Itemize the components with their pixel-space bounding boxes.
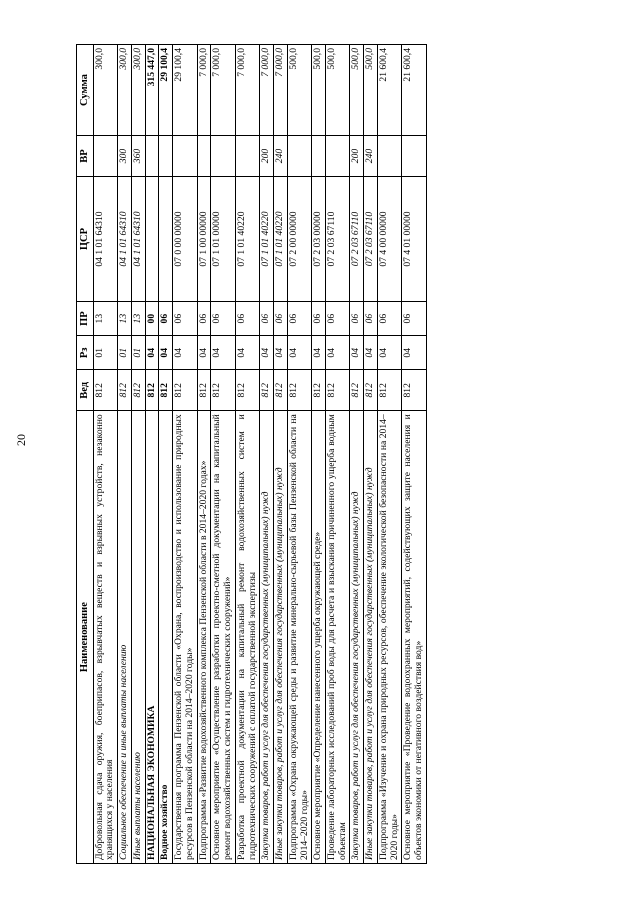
cell-pr: 06 xyxy=(173,302,197,336)
cell-pr: 13 xyxy=(131,302,145,336)
table-row xyxy=(260,45,274,864)
cell-csr: 07 2 03 67110 xyxy=(325,176,349,301)
cell-csr: 07 1 01 40220 xyxy=(260,176,274,301)
cell-sum: 500,0 xyxy=(364,45,378,136)
cell-csr xyxy=(159,176,173,301)
header-csr: ЦСР xyxy=(77,176,94,301)
cell-ved: 812 xyxy=(235,370,259,411)
cell-sum: 7 000,0 xyxy=(197,45,211,136)
cell-rz: 04 xyxy=(325,336,349,370)
table-row xyxy=(197,45,211,864)
cell-ved: 812 xyxy=(312,370,326,411)
table-row xyxy=(159,45,173,864)
cell-vr: 240 xyxy=(364,136,378,177)
cell-pr: 06 xyxy=(325,302,349,336)
rotated-page-content xyxy=(76,44,622,864)
cell-vr xyxy=(402,136,426,177)
cell-name: Добровольная сдача оружия, боеприпасов, взрывчатых веществ и взрывных устройств, незаконно хранящихся у населения xyxy=(93,411,117,864)
cell-vr xyxy=(145,136,159,177)
cell-ved: 812 xyxy=(93,370,117,411)
cell-ved: 812 xyxy=(260,370,274,411)
cell-name: Подпрограмма «Охрана окружающей среды и развитие минерально-сырьевой базы Пензенской области на 2014–2020 годы» xyxy=(287,411,311,864)
cell-sum: 7 000,0 xyxy=(260,45,274,136)
cell-csr: 07 2 03 67110 xyxy=(364,176,378,301)
cell-rz: 04 xyxy=(364,336,378,370)
table-row xyxy=(235,45,259,864)
cell-csr: 07 0 00 00000 xyxy=(173,176,197,301)
cell-name: Водное хозяйство xyxy=(159,411,173,864)
cell-csr: 04 1 01 64310 xyxy=(131,176,145,301)
cell-rz: 04 xyxy=(197,336,211,370)
cell-sum: 21 600,4 xyxy=(402,45,426,136)
cell-name: Основное мероприятие «Проведение водоохранных мероприятий, содействующих защите населения и объектов экономики от негативного воздействия вод» xyxy=(402,411,426,864)
cell-sum: 29 100,4 xyxy=(173,45,197,136)
cell-vr: 300 xyxy=(118,136,132,177)
cell-rz: 04 xyxy=(145,336,159,370)
cell-name: Проведение лабораторных исследований проб воды для расчета и взыскания причиненного ущерба водным объектам xyxy=(325,411,349,864)
cell-rz: 04 xyxy=(402,336,426,370)
cell-name: Закупка товаров, работ и услуг для обеспечения государственных (муниципальных) нужд xyxy=(260,411,274,864)
cell-name: Иные выплаты населению xyxy=(131,411,145,864)
cell-vr: 360 xyxy=(131,136,145,177)
cell-sum: 300,0 xyxy=(93,45,117,136)
cell-sum: 500,0 xyxy=(325,45,349,136)
cell-name: Социальное обеспечение и иные выплаты населению xyxy=(118,411,132,864)
cell-pr: 06 xyxy=(274,302,288,336)
cell-sum: 7 000,0 xyxy=(211,45,235,136)
cell-name: Основное мероприятие «Определение нанесенного ущерба окружающей среде» xyxy=(312,411,326,864)
cell-rz: 04 xyxy=(211,336,235,370)
cell-pr: 06 xyxy=(312,302,326,336)
cell-rz: 01 xyxy=(131,336,145,370)
cell-rz: 04 xyxy=(274,336,288,370)
cell-name: Основное мероприятие «Осуществление разработки проектно-сметной документации на капитальный ремонт водохозяйственных систем и гидротехнических сооружений» xyxy=(211,411,235,864)
table-body xyxy=(93,45,426,864)
table-row xyxy=(211,45,235,864)
cell-sum: 21 600,4 xyxy=(377,45,401,136)
cell-csr: 07 1 01 00000 xyxy=(211,176,235,301)
cell-sum: 29 100,4 xyxy=(159,45,173,136)
cell-vr xyxy=(159,136,173,177)
cell-rz: 04 xyxy=(173,336,197,370)
cell-vr xyxy=(287,136,311,177)
cell-csr xyxy=(145,176,159,301)
page-number: 20 xyxy=(14,434,28,446)
cell-pr: 06 xyxy=(197,302,211,336)
table-row xyxy=(131,45,145,864)
table-row xyxy=(93,45,117,864)
cell-csr: 07 4 00 00000 xyxy=(377,176,401,301)
table-row xyxy=(274,45,288,864)
cell-vr xyxy=(211,136,235,177)
table-row xyxy=(402,45,426,864)
cell-ved: 812 xyxy=(173,370,197,411)
table-row xyxy=(312,45,326,864)
cell-vr: 240 xyxy=(274,136,288,177)
cell-csr: 07 2 03 00000 xyxy=(312,176,326,301)
cell-ved: 812 xyxy=(131,370,145,411)
cell-name: Государственная программа Пензенской области «Охрана, воспроизводство и использование природных ресурсов в Пензенской области на 2014–2020 годы» xyxy=(173,411,197,864)
cell-pr: 06 xyxy=(350,302,364,336)
cell-vr xyxy=(235,136,259,177)
cell-sum: 500,0 xyxy=(312,45,326,136)
cell-sum: 500,0 xyxy=(287,45,311,136)
cell-pr: 06 xyxy=(287,302,311,336)
cell-csr: 04 1 01 64310 xyxy=(93,176,117,301)
cell-rz: 01 xyxy=(93,336,117,370)
table-row xyxy=(145,45,159,864)
cell-pr: 06 xyxy=(235,302,259,336)
table-row xyxy=(350,45,364,864)
cell-pr: 06 xyxy=(260,302,274,336)
header-name: Наименование xyxy=(77,411,94,864)
cell-csr: 07 4 01 00000 xyxy=(402,176,426,301)
cell-ved: 812 xyxy=(145,370,159,411)
cell-rz: 04 xyxy=(350,336,364,370)
cell-ved: 812 xyxy=(197,370,211,411)
cell-csr: 07 2 00 00000 xyxy=(287,176,311,301)
cell-sum: 300,0 xyxy=(118,45,132,136)
cell-rz: 04 xyxy=(235,336,259,370)
cell-name: Разработка проектной документации на капитальный ремонт водохозяйственных систем и гидротехнических сооружений с оплатой государственной экспертизы xyxy=(235,411,259,864)
cell-vr: 200 xyxy=(350,136,364,177)
cell-rz: 04 xyxy=(377,336,401,370)
cell-pr: 06 xyxy=(211,302,235,336)
cell-ved: 812 xyxy=(350,370,364,411)
cell-ved: 812 xyxy=(402,370,426,411)
cell-name: Подпрограмма «Развитие водохозяйственного комплекса Пензенской области в 2014–2020 годах» xyxy=(197,411,211,864)
cell-pr: 06 xyxy=(364,302,378,336)
header-sum: Сумма xyxy=(77,45,94,136)
table-row xyxy=(325,45,349,864)
cell-name: Подпрограмма «Изучение и охрана природных ресурсов, обеспечение экологической безопасности на 2014–2020 годы» xyxy=(377,411,401,864)
table-header-row xyxy=(77,45,94,864)
cell-rz: 04 xyxy=(260,336,274,370)
cell-pr: 13 xyxy=(93,302,117,336)
cell-vr xyxy=(325,136,349,177)
cell-ved: 812 xyxy=(364,370,378,411)
header-ved: Вед xyxy=(77,370,94,411)
cell-ved: 812 xyxy=(211,370,235,411)
cell-ved: 812 xyxy=(118,370,132,411)
cell-csr: 07 1 01 40220 xyxy=(274,176,288,301)
cell-name: НАЦИОНАЛЬНАЯ ЭКОНОМИКА xyxy=(145,411,159,864)
cell-pr: 06 xyxy=(377,302,401,336)
cell-sum: 7 000,0 xyxy=(235,45,259,136)
table-row xyxy=(364,45,378,864)
cell-sum: 315 447,0 xyxy=(145,45,159,136)
cell-pr: 13 xyxy=(118,302,132,336)
cell-rz: 04 xyxy=(312,336,326,370)
cell-sum: 7 000,0 xyxy=(274,45,288,136)
cell-rz: 04 xyxy=(287,336,311,370)
header-vr: ВР xyxy=(77,136,94,177)
cell-vr xyxy=(93,136,117,177)
table-row xyxy=(173,45,197,864)
cell-rz: 01 xyxy=(118,336,132,370)
cell-sum: 500,0 xyxy=(350,45,364,136)
cell-name: Иные закупки товаров, работ и услуг для обеспечения государственных (муниципальных) нужд xyxy=(274,411,288,864)
table-row xyxy=(377,45,401,864)
cell-sum: 300,0 xyxy=(131,45,145,136)
cell-vr xyxy=(377,136,401,177)
header-rz: Рз xyxy=(77,336,94,370)
table-row xyxy=(118,45,132,864)
cell-vr xyxy=(173,136,197,177)
cell-ved: 812 xyxy=(159,370,173,411)
cell-vr xyxy=(197,136,211,177)
table-row xyxy=(287,45,311,864)
cell-csr: 04 1 01 64310 xyxy=(118,176,132,301)
cell-pr: 06 xyxy=(402,302,426,336)
cell-vr xyxy=(312,136,326,177)
cell-csr: 07 1 01 40220 xyxy=(235,176,259,301)
cell-pr: 00 xyxy=(145,302,159,336)
cell-csr: 07 2 03 67110 xyxy=(350,176,364,301)
cell-ved: 812 xyxy=(325,370,349,411)
cell-name: Закупка товаров, работ и услуг для обеспечения государственных (муниципальных) нужд xyxy=(350,411,364,864)
cell-vr: 200 xyxy=(260,136,274,177)
budget-table xyxy=(76,44,427,864)
cell-csr: 07 1 00 00000 xyxy=(197,176,211,301)
cell-rz: 04 xyxy=(159,336,173,370)
cell-name: Иные закупки товаров, работ и услуг для обеспечения государственных (муниципальных) нужд xyxy=(364,411,378,864)
cell-ved: 812 xyxy=(377,370,401,411)
header-pr: ПР xyxy=(77,302,94,336)
cell-ved: 812 xyxy=(274,370,288,411)
cell-pr: 06 xyxy=(159,302,173,336)
cell-ved: 812 xyxy=(287,370,311,411)
